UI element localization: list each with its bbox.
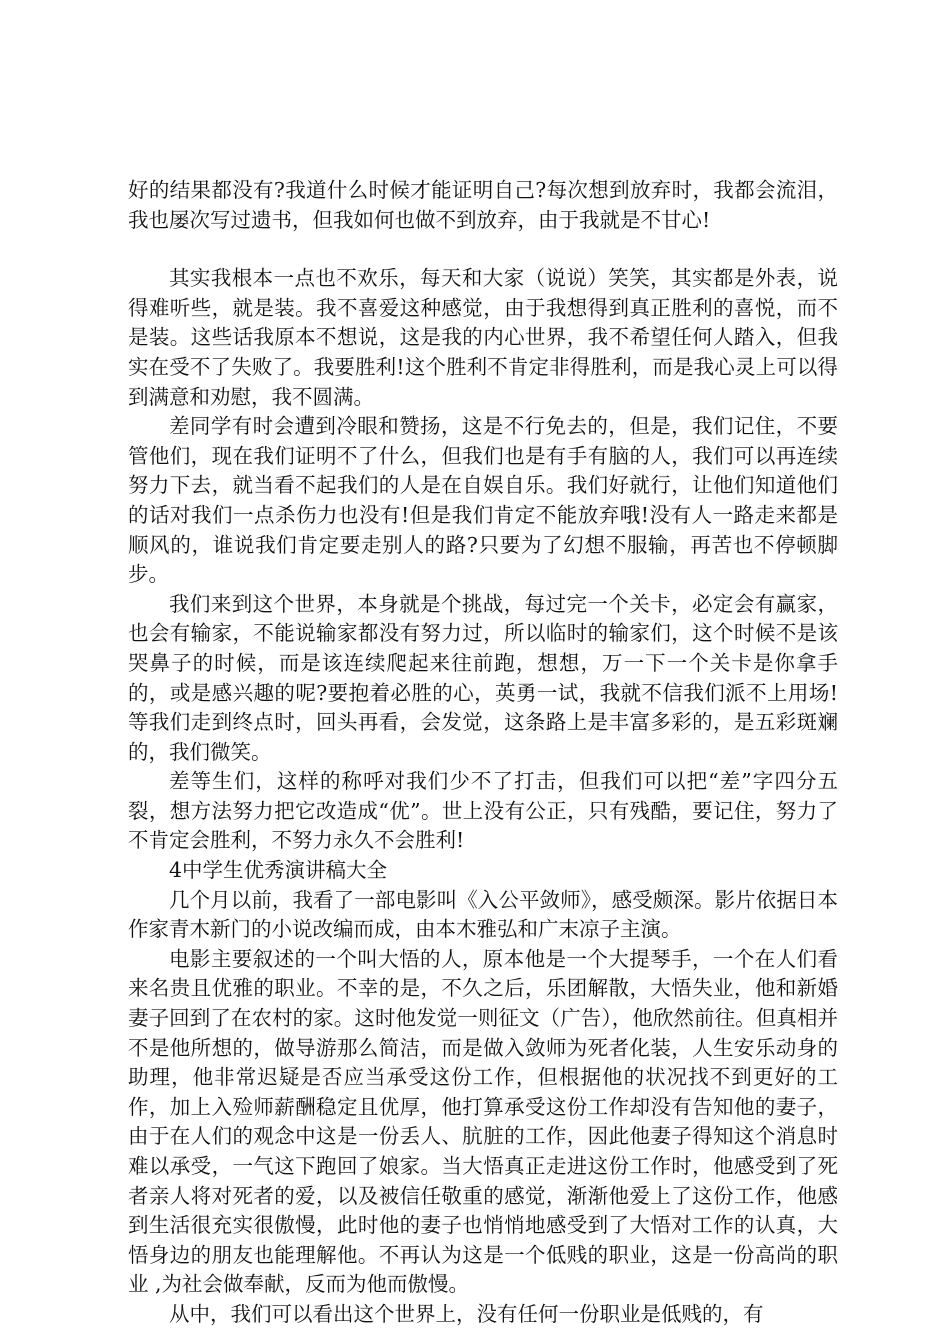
paragraph: 我们来到这个世界，本身就是个挑战，每过完一个关卡，必定会有赢家，也会有输家，不能说输家都没有努力过，所以临时的输家们，这个时候不是该哭鼻子的时候，而是该连续爬起来往前跑，想想，万一下一个关卡是你拿手的，或是感兴趣的呢?要抱着必胜的心，英勇一试，我就不信我们派不上用场!等我们走到终点时，回头再看，会发觉，这条路上是丰富多彩的，是五彩斑斓的，我们微笑。 (128, 591, 838, 764)
paragraph: 从中，我们可以看出这个世界上，没有任何一份职业是低贱的，有 (169, 1301, 764, 1326)
paragraph: 几个月以前，我看了一部电影叫《入公平敛师》，感受颇深。影片依据日本作家青木新门的小说改编而成，由本木雅弘和广末凉子主演。 (128, 887, 838, 942)
paragraph: 其实我根本一点也不欢乐，每天和大家（说说）笑笑，其实都是外表，说得难听些，就是装。我不喜爱这种感觉，由于我想得到真正胜利的喜悦，而不是装。这些话我原本不想说，这是我的内心世界，我不希望任何人踏入，但我实在受不了失败了。我要胜利!这个胜利不肯定非得胜利，而是我心灵上可以得到满意和劝慰，我不圆满。 (128, 266, 838, 409)
section-heading: 4中学生优秀演讲稿大全 (169, 858, 388, 883)
document-page (128, 176, 838, 1330)
paragraph: 差同学有时会遭到冷眼和赞扬，这是不行免去的，但是，我们记住，不要管他们，现在我们证明不了什么，但我们也是有手有脑的人，我们可以再连续努力下去，就当看不起我们的人是在自娱自乐。我们好就行，让他们知道他们的话对我们一点杀伤力也没有!但是我们肯定不能放弃哦!没有人一路走来都是顺风的，谁说我们肯定要走别人的路?只要为了幻想不服输，再苦也不停顿脚步。 (128, 414, 838, 587)
paragraph: 差等生们，这样的称呼对我们少不了打击，但我们可以把“差”字四分五裂，想方法努力把它改造成“优”。世上没有公正，只有残酷，要记住，努力了不肯定会胜利，不努力永久不会胜利! (128, 769, 838, 853)
paragraph-gap (128, 235, 838, 264)
paragraph: 电影主要叙述的一个叫大悟的人，原本他是一个大提琴手，一个在人们看来名贵且优雅的职业。不幸的是，不久之后，乐团解散，大悟失业，他和新婚妻子回到了在农村的家。这时他发觉一则征文（广告），他欣然前往。但真相并不是他所想的，做导游那么简洁，而是做入敛师为死者化装，人生安乐动身的助理，他非常迟疑是否应当承受这份工作，但根据他的状况找不到更好的工作，加上入殓师薪酬稳定且优厚，他打算承受这份工作却没有告知他的妻子，由于在人们的观念中这是一份丢人、肮脏的工作，因此他妻子得知这个消息时难以承受，一气这下跑回了娘家。当大悟真正走进这份工作时，他感受到了死者亲人将对死者的爱，以及被信任敬重的感觉，渐渐他爱上了这份工作，他感到生活很充实很傲慢，此时他的妻子也悄悄地感受到了大悟对工作的认真，大悟身边的朋友也能理解他。不再认为这是一个低贱的职业，这是一份高尚的职业 ,为社会做奉献，反而为他而傲慢。 (128, 946, 838, 1297)
paragraph-continued: 好的结果都没有?我道什么时候才能证明自己?每次想到放弃时，我都会流泪，我也屡次写过遗书，但我如何也做不到放弃，由于我就是不甘心! (128, 178, 838, 232)
